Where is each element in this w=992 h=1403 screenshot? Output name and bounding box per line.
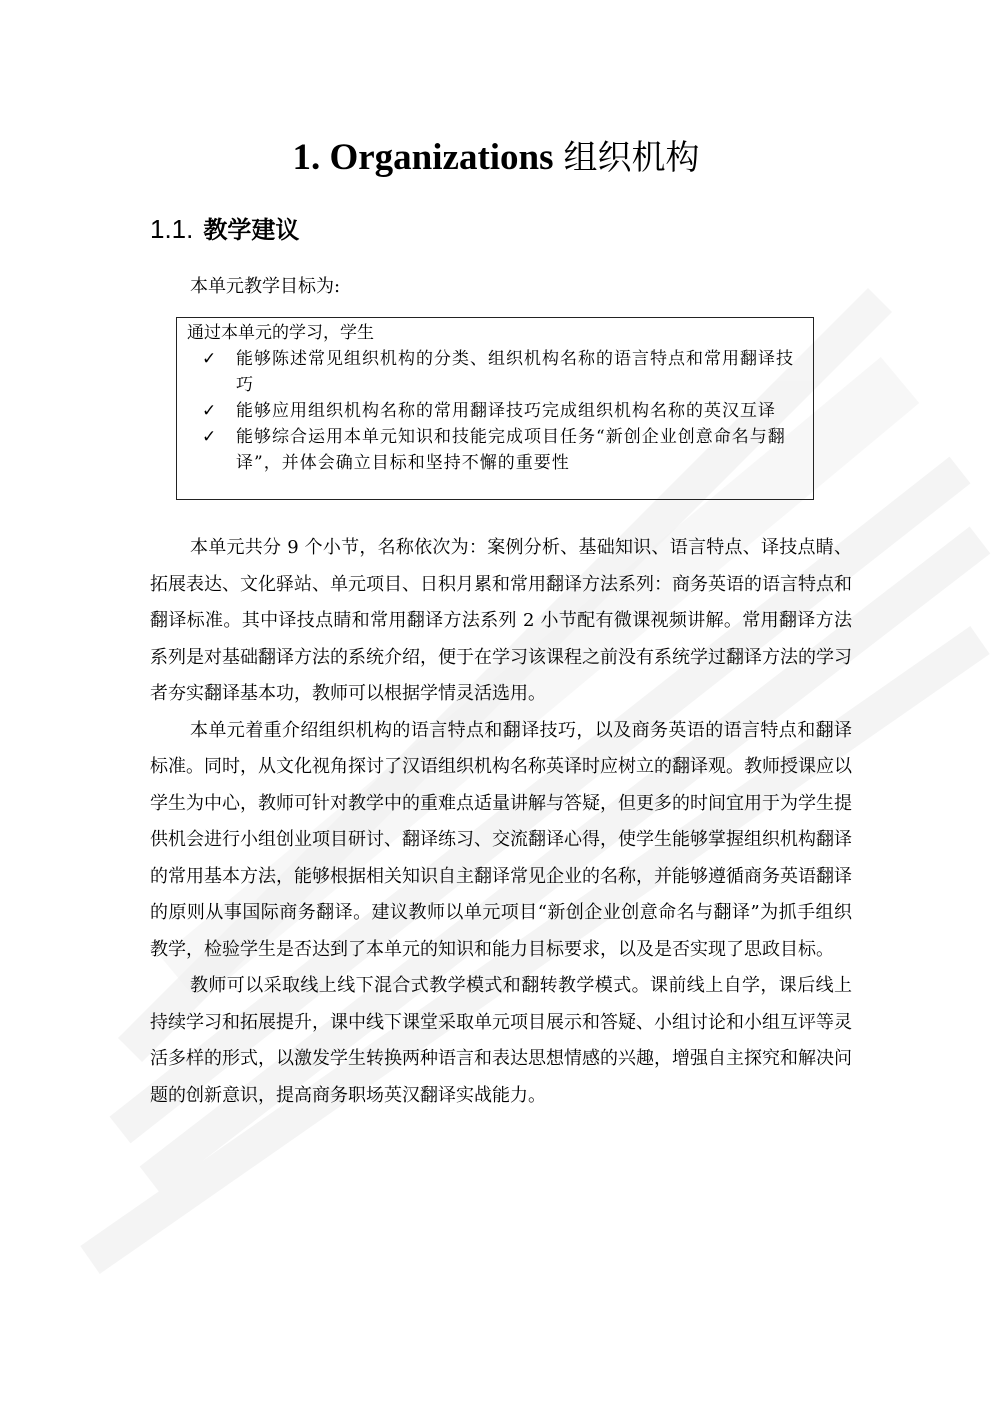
goal-item: [187, 424, 805, 476]
paragraph: 本单元着重介绍组织机构的语言特点和翻译技巧，以及商务英语的语言特点和翻译标准。同时，从文化视角探讨了汉语组织机构名称英译时应树立的翻译观。教师授课应以学生为中心，教师可针对教学中的重难点适量讲解与答疑，但更多的时间宜用于为学生提供机会进行小组创业项目研讨、翻译练习、交流翻译心得，使学生能够掌握组织机构翻译的常用基本方法，能够根据相关知识自主翻译常见企业的名称，并能够遵循商务英语翻译的原则从事国际商务翻译。建议教师以单元项目“新创企业创意命名与翻译”为抓手组织教学，检验学生是否达到了本单元的知识和能力目标要求，以及是否实现了思政目标。: [150, 719, 852, 960]
body-text: [150, 530, 852, 1114]
section-number: 1.1.: [150, 214, 194, 244]
checkmark-icon: ✓: [202, 349, 218, 369]
learning-goals-box: [176, 317, 814, 500]
goal-item: [187, 398, 805, 424]
chapter-number-title: 1. Organizations: [292, 137, 554, 178]
chapter-title: [0, 132, 992, 184]
goal-text: 能够陈述常见组织机构的分类、组织机构名称的语言特点和常用翻译技巧: [236, 349, 794, 395]
goal-text: 能够应用组织机构名称的常用翻译技巧完成组织机构名称的英汉互译: [236, 401, 776, 421]
section-heading: [150, 211, 299, 248]
paragraph: 本单元共分 9 个小节，名称依次为：案例分析、基础知识、语言特点、译技点睛、拓展表达、文化驿站、单元项目、日积月累和常用翻译方法系列：商务英语的语言特点和翻译标准。其中译技点睛和常用翻译方法系列 2 小节配有微课视频讲解。常用翻译方法系列是对基础翻译方法的系统介绍，便于在学习该课程之前没有系统学过翻译方法的学习者夯实翻译基本功，教师可以根据学情灵活选用。: [150, 537, 852, 704]
goal-text: 能够综合运用本单元知识和技能完成项目任务“新创企业创意命名与翻译”，并体会确立目标和坚持不懈的重要性: [236, 427, 786, 473]
checkmark-icon: ✓: [202, 427, 218, 447]
intro-text: 本单元教学目标为:: [190, 276, 341, 297]
goals-list: [187, 346, 805, 476]
paragraph: 教师可以采取线上线下混合式教学模式和翻转教学模式。课前线上自学，课后线上持续学习和拓展提升，课中线下课堂采取单元项目展示和答疑、小组讨论和小组互评等灵活多样的形式，以激发学生转换两种语言和表达思想情感的兴趣，增强自主探究和解决问题的创新意识，提高商务职场英汉翻译实战能力。: [150, 975, 852, 1106]
chapter-title-zh: 组织机构: [563, 138, 700, 178]
section-title: 教学建议: [203, 216, 300, 244]
checkmark-icon: ✓: [202, 401, 218, 421]
goals-lead: 通过本单元的学习，学生: [187, 323, 374, 343]
goal-item: [187, 346, 805, 398]
